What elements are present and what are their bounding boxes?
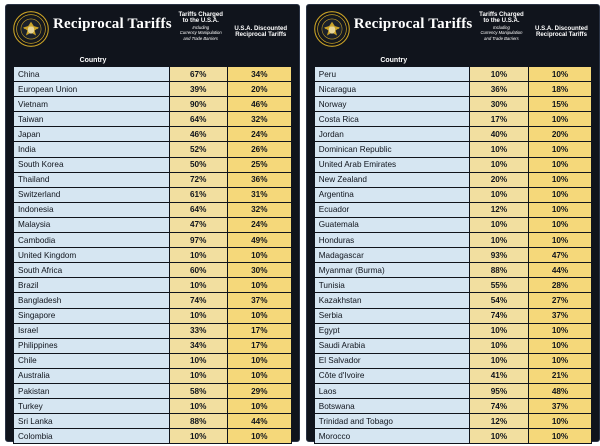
table-row [14, 323, 292, 338]
table-row [14, 142, 292, 157]
tariff-charged-cell: 10% [470, 429, 528, 444]
table-row [314, 157, 592, 172]
discounted-tariff-cell: 29% [227, 383, 291, 398]
tariff-charged-cell: 74% [169, 293, 227, 308]
country-cell: Pakistan [14, 383, 170, 398]
discounted-tariff-cell: 10% [227, 353, 291, 368]
country-cell: Philippines [14, 338, 170, 353]
table-row [314, 112, 592, 127]
tariff-charged-cell: 17% [470, 112, 528, 127]
tariff-charged-cell: 10% [470, 142, 528, 157]
country-cell: India [14, 142, 170, 157]
country-cell: Brazil [14, 278, 170, 293]
discounted-tariff-cell: 17% [227, 323, 291, 338]
country-cell: Vietnam [14, 97, 170, 112]
discounted-tariff-cell: 10% [227, 308, 291, 323]
table-row [14, 97, 292, 112]
column-headers-right [472, 10, 592, 41]
discounted-tariff-cell: 10% [227, 278, 291, 293]
country-cell: Nicaragua [314, 82, 470, 97]
tariff-charged-cell: 10% [470, 217, 528, 232]
country-cell: Thailand [14, 172, 170, 187]
tariff-charged-cell: 12% [470, 414, 528, 429]
tariff-panel-right [306, 4, 600, 442]
table-row [14, 414, 292, 429]
discounted-tariff-cell: 31% [227, 187, 291, 202]
discounted-tariff-cell: 32% [227, 202, 291, 217]
discounted-tariff-cell: 10% [528, 112, 592, 127]
country-cell: Egypt [314, 323, 470, 338]
tariff-charged-cell: 54% [470, 293, 528, 308]
header-discounted-main: U.S.A. Discounted [234, 25, 288, 32]
discounted-tariff-cell: 10% [528, 217, 592, 232]
discounted-tariff-cell: 28% [528, 278, 592, 293]
header-discounted-sub: Reciprocal Tariffs [235, 31, 287, 39]
header-charged-sub2: Including [192, 24, 210, 30]
country-cell: Argentina [314, 187, 470, 202]
tariff-charged-cell: 10% [169, 429, 227, 444]
country-cell: Trinidad and Tobago [314, 414, 470, 429]
discounted-tariff-cell: 10% [227, 429, 291, 444]
country-cell: Myanmar (Burma) [314, 263, 470, 278]
tariff-charged-cell: 47% [169, 217, 227, 232]
tariff-panel-left [5, 4, 300, 442]
country-cell: Jordan [314, 127, 470, 142]
table-row [14, 399, 292, 414]
discounted-tariff-cell: 10% [227, 368, 291, 383]
table-row [14, 127, 292, 142]
table-row [314, 383, 592, 398]
table-row [14, 172, 292, 187]
country-cell: Japan [14, 127, 170, 142]
country-cell: Serbia [314, 308, 470, 323]
country-cell: Chile [14, 353, 170, 368]
discounted-tariff-cell: 26% [227, 142, 291, 157]
tariff-charged-cell: 95% [470, 383, 528, 398]
discounted-tariff-cell: 48% [528, 383, 592, 398]
tariff-charged-cell: 64% [169, 202, 227, 217]
country-cell: European Union [14, 82, 170, 97]
panel-title-left: Reciprocal Tariffs [53, 16, 172, 32]
header-charged-sub: to the U.S.A. [483, 17, 520, 25]
discounted-tariff-cell: 17% [227, 338, 291, 353]
discounted-tariff-cell: 10% [528, 338, 592, 353]
tariff-table-left [13, 66, 292, 444]
country-cell: Costa Rica [314, 112, 470, 127]
country-cell: Botswana [314, 399, 470, 414]
discounted-tariff-cell: 21% [528, 368, 592, 383]
country-cell: United Arab Emirates [314, 157, 470, 172]
panel-title-right: Reciprocal Tariffs [353, 16, 473, 32]
country-cell: New Zealand [314, 172, 470, 187]
tariff-charged-cell: 33% [169, 323, 227, 338]
header-charged-sub4: and Trade Barriers [484, 35, 519, 41]
tariff-charged-cell: 20% [470, 172, 528, 187]
discounted-tariff-cell: 47% [528, 248, 592, 263]
discounted-tariff-cell: 25% [227, 157, 291, 172]
discounted-tariff-cell: 10% [528, 187, 592, 202]
tariff-charged-cell: 67% [169, 67, 227, 82]
table-row [14, 263, 292, 278]
tariff-charged-cell: 60% [169, 263, 227, 278]
table-row [314, 263, 592, 278]
tariff-charged-cell: 50% [169, 157, 227, 172]
country-cell: Dominican Republic [314, 142, 470, 157]
header-charged-sub3: Currency Manipulation [480, 30, 523, 36]
tariff-charged-cell: 30% [470, 97, 528, 112]
country-cell: Madagascar [314, 248, 470, 263]
tariff-charged-cell: 88% [169, 414, 227, 429]
discounted-tariff-cell: 10% [528, 233, 592, 248]
discounted-tariff-cell: 10% [227, 399, 291, 414]
discounted-tariff-cell: 10% [528, 414, 592, 429]
table-row [14, 112, 292, 127]
table-row [314, 338, 592, 353]
table-row [314, 368, 592, 383]
panel-header-right [314, 10, 593, 54]
table-row [314, 97, 592, 112]
table-row [14, 157, 292, 172]
tariff-charged-cell: 10% [169, 278, 227, 293]
country-cell: Singapore [14, 308, 170, 323]
table-row [14, 278, 292, 293]
table-row [314, 233, 592, 248]
country-cell: United Kingdom [14, 248, 170, 263]
country-cell: Ecuador [314, 202, 470, 217]
table-row [314, 67, 592, 82]
discounted-tariff-cell: 10% [528, 353, 592, 368]
header-country-right: Country [380, 57, 408, 64]
discounted-tariff-cell: 15% [528, 97, 592, 112]
table-row [314, 82, 592, 97]
header-country-left: Country [79, 57, 107, 64]
table-row [14, 429, 292, 444]
table-row [314, 187, 592, 202]
discounted-tariff-cell: 10% [227, 248, 291, 263]
discounted-tariff-cell: 20% [528, 127, 592, 142]
panel-header-left [13, 10, 292, 54]
discounted-tariff-cell: 27% [528, 293, 592, 308]
tariff-charged-cell: 36% [470, 82, 528, 97]
table-row [14, 202, 292, 217]
tariff-charged-cell: 10% [169, 368, 227, 383]
discounted-tariff-cell: 44% [227, 414, 291, 429]
table-row [314, 217, 592, 232]
country-cell: Morocco [314, 429, 470, 444]
discounted-tariff-cell: 10% [528, 142, 592, 157]
tariff-charged-cell: 10% [169, 353, 227, 368]
tariff-charged-cell: 46% [169, 127, 227, 142]
country-header-row-right [314, 54, 593, 66]
tariff-charged-cell: 10% [470, 338, 528, 353]
table-row [314, 323, 592, 338]
table-row [14, 82, 292, 97]
discounted-tariff-cell: 44% [528, 263, 592, 278]
discounted-tariff-cell: 10% [528, 323, 592, 338]
country-cell: Taiwan [14, 112, 170, 127]
country-cell: Sri Lanka [14, 414, 170, 429]
discounted-tariff-cell: 10% [528, 429, 592, 444]
table-row [314, 248, 592, 263]
tariff-charged-cell: 10% [470, 157, 528, 172]
tariff-charged-cell: 10% [169, 399, 227, 414]
header-charged-sub: to the U.S.A. [182, 17, 219, 25]
discounted-tariff-cell: 24% [227, 217, 291, 232]
tariff-charged-cell: 40% [470, 127, 528, 142]
presidential-seal-icon [13, 11, 49, 47]
country-cell: Honduras [314, 233, 470, 248]
table-row [14, 293, 292, 308]
country-cell: Australia [14, 368, 170, 383]
tariff-charged-cell: 93% [470, 248, 528, 263]
header-charged-sub4: and Trade Barriers [183, 35, 219, 41]
tariff-table-right [314, 66, 593, 444]
tariff-charged-cell: 90% [169, 97, 227, 112]
country-cell: Cambodia [14, 233, 170, 248]
tariff-charged-cell: 41% [470, 368, 528, 383]
table-row [14, 353, 292, 368]
tariff-charged-cell: 10% [470, 353, 528, 368]
country-cell: Turkey [14, 399, 170, 414]
country-cell: El Salvador [314, 353, 470, 368]
tariff-charged-cell: 58% [169, 383, 227, 398]
tariff-charged-cell: 10% [470, 67, 528, 82]
header-discounted-sub: Reciprocal Tariffs [535, 31, 587, 39]
discounted-tariff-cell: 37% [528, 308, 592, 323]
tariff-charged-cell: 72% [169, 172, 227, 187]
column-headers-left [172, 10, 292, 41]
header-discounted-main: U.S.A. Discounted [535, 25, 588, 32]
tariff-charged-cell: 74% [470, 399, 528, 414]
table-row [314, 399, 592, 414]
table-row [314, 293, 592, 308]
table-row [14, 338, 292, 353]
table-row [14, 67, 292, 82]
discounted-tariff-cell: 34% [227, 67, 291, 82]
country-cell: Switzerland [14, 187, 170, 202]
discounted-tariff-cell: 49% [227, 233, 291, 248]
discounted-tariff-cell: 10% [528, 67, 592, 82]
table-row [314, 353, 592, 368]
header-discounted-right [530, 12, 592, 39]
tariff-charged-cell: 10% [169, 248, 227, 263]
header-tariffs-charged-left [172, 12, 230, 41]
tariff-charged-cell: 10% [470, 187, 528, 202]
discounted-tariff-cell: 32% [227, 112, 291, 127]
tariff-charged-cell: 34% [169, 338, 227, 353]
country-cell: Kazakhstan [314, 293, 470, 308]
header-charged-sub2: Including [493, 24, 510, 30]
tariff-charged-cell: 10% [169, 308, 227, 323]
table-row [314, 142, 592, 157]
discounted-tariff-cell: 36% [227, 172, 291, 187]
header-tariffs-charged-right [472, 12, 530, 41]
discounted-tariff-cell: 18% [528, 82, 592, 97]
discounted-tariff-cell: 10% [528, 172, 592, 187]
discounted-tariff-cell: 30% [227, 263, 291, 278]
table-row [14, 248, 292, 263]
table-row [314, 202, 592, 217]
discounted-tariff-cell: 37% [528, 399, 592, 414]
header-charged-main: Tariffs Charged [178, 11, 224, 18]
country-cell: Bangladesh [14, 293, 170, 308]
tariff-charged-cell: 10% [470, 233, 528, 248]
country-cell: Colombia [14, 429, 170, 444]
country-cell: China [14, 67, 170, 82]
tariff-charged-cell: 88% [470, 263, 528, 278]
tariff-charged-cell: 52% [169, 142, 227, 157]
table-row [314, 308, 592, 323]
tariff-charged-cell: 39% [169, 82, 227, 97]
table-row [314, 429, 592, 444]
country-cell: Guatemala [314, 217, 470, 232]
country-header-row-left [13, 54, 292, 66]
tariff-charged-cell: 12% [470, 202, 528, 217]
discounted-tariff-cell: 24% [227, 127, 291, 142]
tariff-charged-cell: 55% [470, 278, 528, 293]
discounted-tariff-cell: 46% [227, 97, 291, 112]
tariff-charged-cell: 97% [169, 233, 227, 248]
table-row [14, 308, 292, 323]
table-row [314, 414, 592, 429]
country-cell: South Africa [14, 263, 170, 278]
table-row [314, 127, 592, 142]
header-charged-sub3: Currency Manipulation [179, 30, 222, 36]
tariff-charged-cell: 61% [169, 187, 227, 202]
table-row [14, 233, 292, 248]
country-cell: Indonesia [14, 202, 170, 217]
table-row [14, 217, 292, 232]
tariff-charged-cell: 64% [169, 112, 227, 127]
tariff-charged-cell: 74% [470, 308, 528, 323]
country-cell: Laos [314, 383, 470, 398]
presidential-seal-icon [314, 11, 350, 47]
country-cell: Saudi Arabia [314, 338, 470, 353]
header-discounted-left [230, 12, 292, 39]
table-row [314, 172, 592, 187]
discounted-tariff-cell: 10% [528, 157, 592, 172]
discounted-tariff-cell: 20% [227, 82, 291, 97]
header-charged-main: Tariffs Charged [479, 11, 524, 18]
table-row [14, 383, 292, 398]
country-cell: Malaysia [14, 217, 170, 232]
discounted-tariff-cell: 10% [528, 202, 592, 217]
country-cell: Peru [314, 67, 470, 82]
tariff-charged-cell: 10% [470, 323, 528, 338]
discounted-tariff-cell: 37% [227, 293, 291, 308]
country-cell: Tunisia [314, 278, 470, 293]
country-cell: Israel [14, 323, 170, 338]
country-cell: Côte d'Ivoire [314, 368, 470, 383]
country-cell: Norway [314, 97, 470, 112]
table-row [14, 187, 292, 202]
table-row [14, 368, 292, 383]
table-row [314, 278, 592, 293]
country-cell: South Korea [14, 157, 170, 172]
